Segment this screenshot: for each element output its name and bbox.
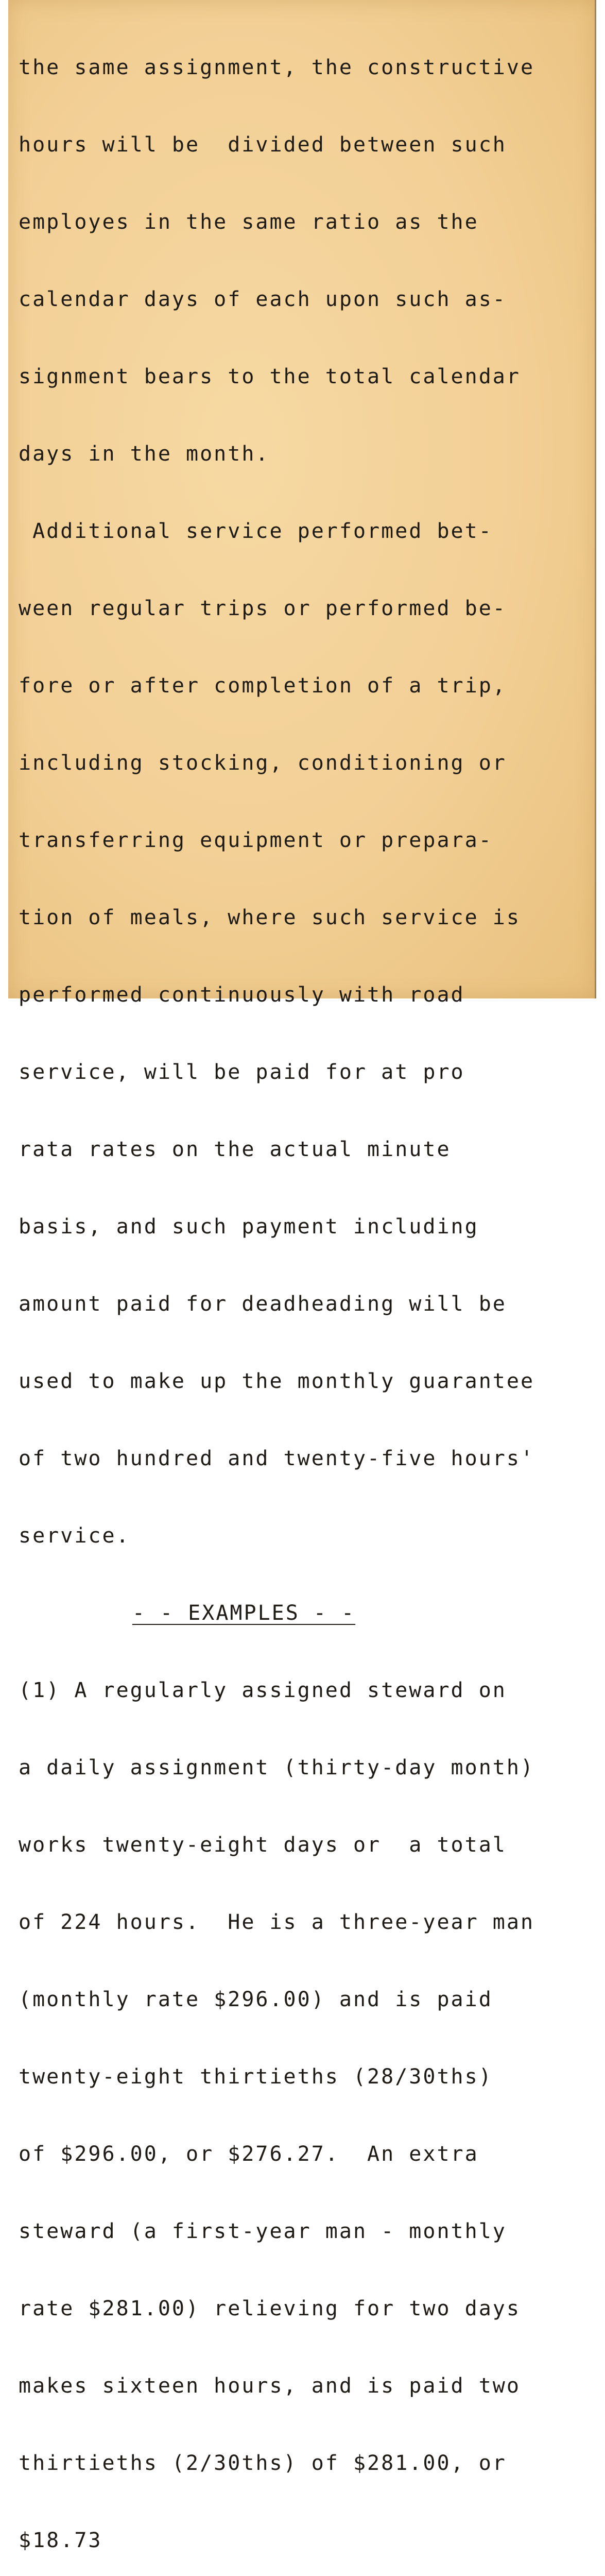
paper-sheet [8,0,596,2552]
text-line: transferring equipment or prepara- [19,828,493,852]
text-line: fore or after completion of a trip, [19,674,507,698]
text-line: of two hundred and twenty-five hours' [19,1447,535,1470]
section-heading [19,1600,593,1626]
section-heading-text: - - EXAMPLES - - [132,1601,356,1625]
example-line: (monthly rate $296.00) and is paid [19,1988,493,2011]
example-line: (1) A regularly assigned steward on [19,1679,507,1702]
text-line: rata rates on the actual minute [19,1138,451,1161]
text-line: hours will be divided between such [19,133,507,157]
text-line: the same assignment, the constructive [19,56,535,79]
text-line: basis, and such payment including [19,1215,479,1239]
text-line: service, will be paid for at pro [19,1060,465,1084]
example-line: works twenty-eight days or a total [19,1833,507,1857]
example-line: thirtieths (2/30ths) of $281.00, or [19,2451,507,2475]
text-line: including stocking, conditioning or [19,751,507,775]
example-line: of $296.00, or $276.27. An extra [19,2142,479,2166]
text-line: signment bears to the total calendar [19,365,521,388]
text-line: used to make up the monthly guarantee [19,1369,535,1393]
text-line: calendar days of each upon such as- [19,287,507,311]
text-line: Additional service performed bet- [19,519,493,543]
text-line: service. [19,1524,130,1548]
example-line: twenty-eight thirtieths (28/30ths) [19,2065,493,2089]
example-line: $18.73 [19,2529,102,2552]
example-line: of 224 hours. He is a three-year man [19,1910,535,1934]
paper-edge [595,0,596,998]
example-line: rate $281.00) relieving for two days [19,2297,521,2320]
example-line: makes sixteen hours, and is paid two [19,2374,521,2398]
text-line: employes in the same ratio as the [19,210,479,234]
example-line: steward (a first-year man - monthly [19,2219,507,2243]
typewritten-text [19,3,593,2576]
text-line: amount paid for deadheading will be [19,1292,507,1316]
text-line: performed continuously with road [19,983,465,1007]
example-line: a daily assignment (thirty-day month) [19,1756,535,1780]
text-line: days in the month. [19,442,270,466]
text-line: tion of meals, where such service is [19,906,521,929]
text-line: ween regular trips or performed be- [19,597,507,620]
